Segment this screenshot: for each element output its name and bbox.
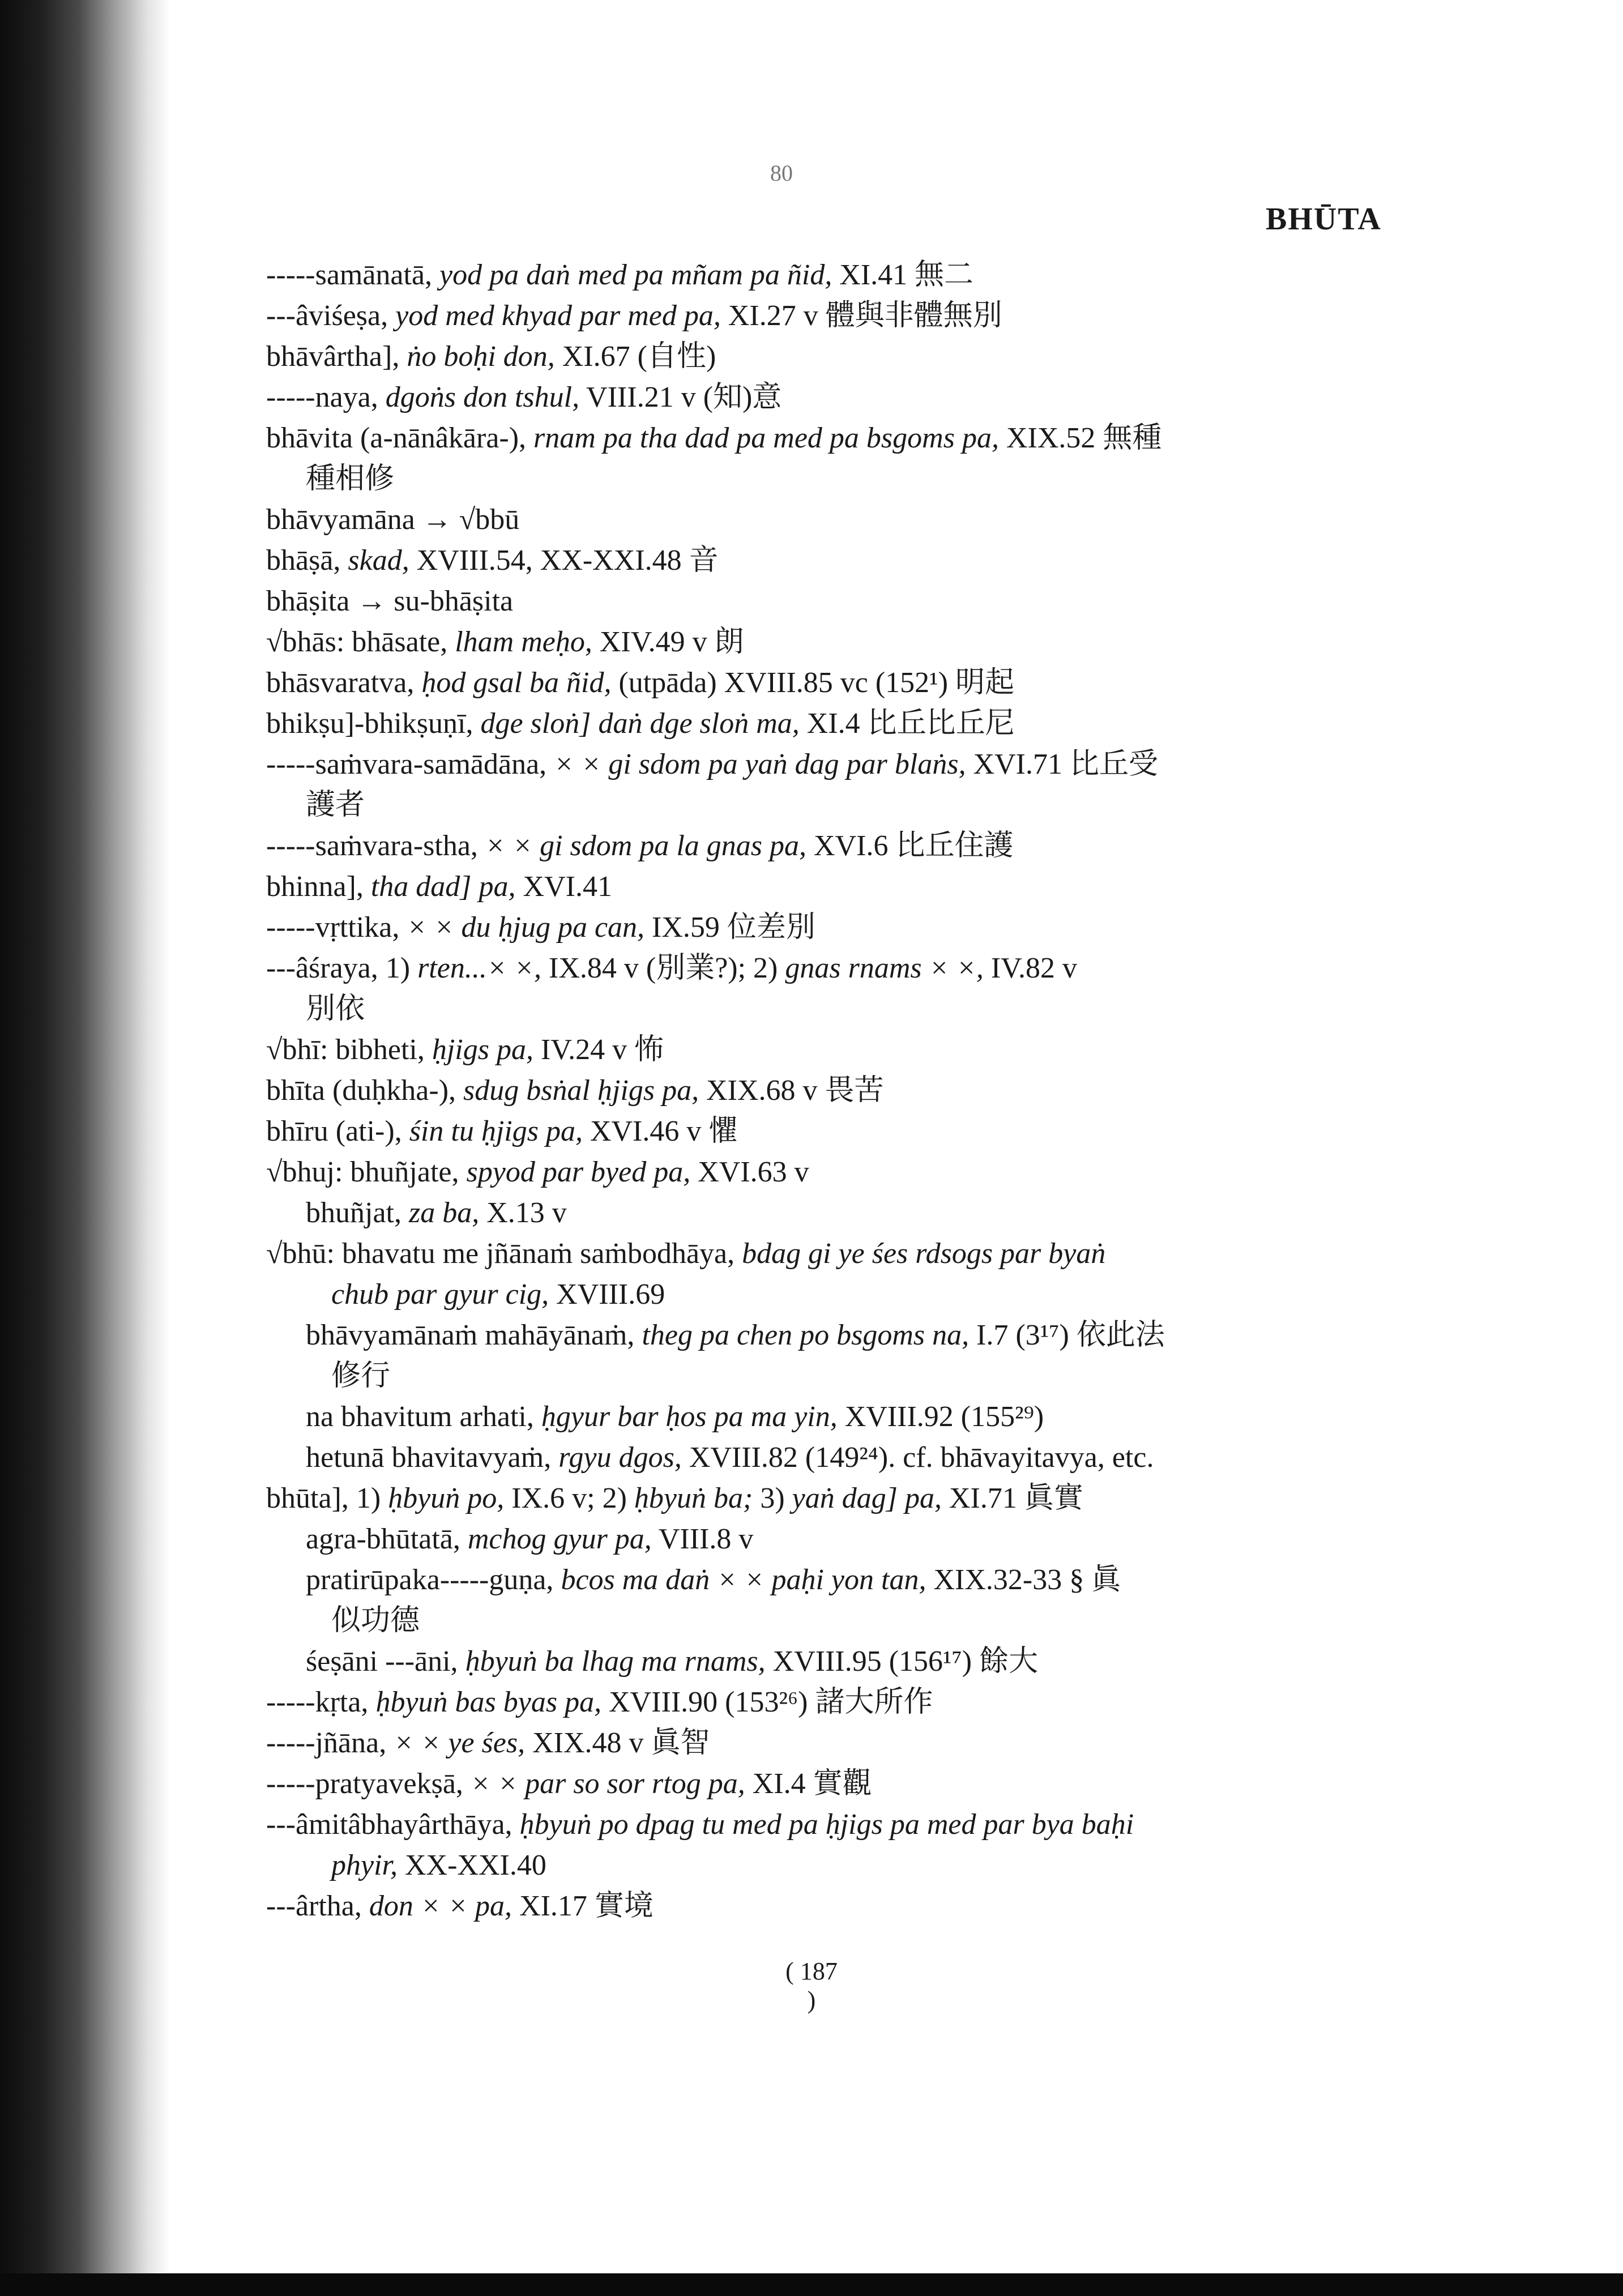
tibetan-gloss: × × ye śes,	[394, 1727, 526, 1759]
entry-text: bhinna],	[266, 870, 371, 903]
entry-text: hetunā bhavitavyaṁ,	[306, 1441, 559, 1474]
tibetan-gloss: chub par gyur cig,	[331, 1278, 549, 1311]
entry-line	[266, 500, 1387, 540]
tibetan-gloss: yaṅ dag] pa,	[792, 1482, 942, 1514]
tibetan-gloss: theg pa chen po bsgoms na,	[642, 1319, 969, 1351]
entry-line	[266, 418, 1387, 459]
entry-line	[266, 1070, 1387, 1111]
tibetan-gloss: ṅo boḥi don,	[407, 340, 555, 373]
entry-line	[266, 1845, 1387, 1886]
entry-line	[266, 948, 1387, 989]
entry-text: ---âviśeṣa,	[266, 300, 396, 332]
entry-text: IX.84 v (別業?); 2)	[541, 952, 785, 984]
entry-text: -----jñāna,	[266, 1727, 394, 1759]
entry-text: XVI.63 v	[690, 1156, 809, 1188]
entry-line	[266, 255, 1387, 296]
entry-text: bhāvârtha],	[266, 340, 407, 373]
entry-text: bhīta (duḥkha-),	[266, 1074, 464, 1107]
tibetan-gloss: ḥjigs pa,	[432, 1034, 533, 1066]
entry-line	[266, 703, 1387, 744]
entry-text: 修行	[331, 1360, 391, 1392]
tibetan-gloss: ḥod gsal ba ñid,	[421, 667, 612, 699]
entry-line	[266, 1356, 1387, 1397]
entry-line	[266, 1437, 1387, 1478]
entry-text: ---ârtha,	[266, 1890, 369, 1922]
tibetan-gloss: spyod par byed pa,	[466, 1156, 691, 1188]
entry-line	[266, 744, 1387, 785]
entry-text: bhikṣu]-bhikṣuṇī,	[266, 707, 481, 740]
entry-line	[266, 989, 1387, 1030]
tibetan-gloss: × × du ḥjug pa can,	[407, 911, 645, 944]
tibetan-gloss: gnas rnams × ×,	[785, 952, 984, 984]
tibetan-gloss: × × gi sdom pa la gnas pa,	[485, 830, 807, 862]
tibetan-gloss: sdug bsṅal ḥjigs pa,	[463, 1074, 699, 1107]
entry-text: -----pratyavekṣā,	[266, 1768, 471, 1800]
entry-text: XIX.32-33 § 眞	[926, 1564, 1121, 1596]
entry-text: XVI.41	[515, 870, 612, 903]
entry-text: bhīru (ati-),	[266, 1115, 409, 1147]
tibetan-gloss: ḥbyuṅ po dpag tu med pa ḥjigs pa med par bya baḥi	[519, 1808, 1134, 1841]
entry-text: bhuñjat,	[306, 1197, 409, 1229]
entry-line	[266, 581, 1387, 622]
entry-text: I.7 (3¹⁷) 依此法	[969, 1319, 1165, 1351]
entry-text: IX.59 位差別	[644, 911, 815, 944]
entry-text: XIX.68 v 畏苦	[699, 1074, 884, 1107]
entry-line	[266, 826, 1387, 867]
entry-text: √bhū: bhavatu me jñānaṁ saṁbodhāya,	[266, 1237, 742, 1270]
tibetan-gloss: yod med khyad par med pa,	[395, 300, 721, 332]
tibetan-gloss: bdag gi ye śes rdsogs par byaṅ	[742, 1237, 1106, 1270]
entry-line	[266, 1030, 1387, 1070]
entry-text: XI.4 實觀	[745, 1768, 872, 1800]
entry-text: bhāvyamānaṁ mahāyānaṁ,	[306, 1319, 642, 1351]
tibetan-gloss: ḥbyuṅ bas byas pa,	[375, 1686, 602, 1718]
entry-line	[266, 785, 1387, 826]
tibetan-gloss: mchog gyur pa,	[467, 1523, 652, 1555]
entry-line	[266, 907, 1387, 948]
tibetan-gloss: rten...× ×,	[417, 952, 542, 984]
entry-line	[266, 1397, 1387, 1437]
entry-text: -----kṛta,	[266, 1686, 376, 1718]
entry-text: 別依	[306, 993, 365, 1025]
entry-line	[266, 1111, 1387, 1152]
entry-text: 種相修	[306, 463, 395, 495]
entry-text: agra-bhūtatā,	[306, 1523, 468, 1555]
tibetan-gloss: phyir,	[331, 1849, 398, 1881]
entry-line	[266, 1519, 1387, 1560]
scan-shadow-left	[0, 0, 170, 2296]
entry-text: bhāsvaratva,	[266, 667, 422, 699]
entry-line	[266, 1723, 1387, 1764]
entry-line	[266, 1560, 1387, 1601]
entry-text: pratirūpaka-----guṇa,	[306, 1564, 561, 1596]
entry-text: na bhavitum arhati,	[306, 1401, 541, 1433]
tibetan-gloss: rgyu dgos,	[558, 1441, 682, 1474]
entry-line	[266, 1764, 1387, 1804]
scan-shadow-bottom	[0, 2273, 1623, 2296]
entry-text: bhāṣita → su-bhāṣita	[266, 585, 514, 617]
entry-text: -----vṛttika,	[266, 911, 407, 944]
entry-text: XVIII.95 (156¹⁷) 餘大	[765, 1645, 1039, 1678]
entry-text: XVIII.92 (155²⁹)	[837, 1401, 1044, 1433]
entry-line	[266, 663, 1387, 703]
tibetan-gloss: dge sloṅ] daṅ dge sloṅ ma,	[480, 707, 800, 740]
tibetan-gloss: ḥbyuṅ po,	[388, 1482, 505, 1514]
entry-text: X.13 v	[479, 1197, 567, 1229]
entry-text: -----samānatā,	[266, 259, 440, 291]
entry-text: XI.71 眞實	[941, 1482, 1083, 1514]
entry-line	[266, 622, 1387, 663]
tibetan-gloss: × × par so sor rtog pa,	[470, 1768, 745, 1800]
entry-text: √bhās: bhāsate,	[266, 626, 455, 658]
entry-text: IV.82 v	[983, 952, 1077, 984]
tibetan-gloss: za ba,	[408, 1197, 480, 1229]
entry-text: śeṣāni ---āni,	[306, 1645, 465, 1678]
entry-line	[266, 1193, 1387, 1234]
entry-text: XVI.6 比丘住護	[806, 830, 1014, 862]
entry-text: bhūta], 1)	[266, 1482, 388, 1514]
entry-text: XI.67 (自性)	[554, 340, 716, 373]
entry-text: XIX.48 v 眞智	[525, 1727, 710, 1759]
entry-line	[266, 1682, 1387, 1723]
tibetan-gloss: don × × pa,	[369, 1890, 512, 1922]
entry-text: ---âśraya, 1)	[266, 952, 418, 984]
entry-line	[266, 540, 1387, 581]
entry-text: 護者	[306, 789, 365, 821]
entry-line	[266, 1641, 1387, 1682]
entry-text: XIV.49 v 朗	[592, 626, 744, 658]
tibetan-gloss: lham meḥo,	[455, 626, 592, 658]
tibetan-gloss: ḥbyuṅ ba lhag ma rnams,	[465, 1645, 766, 1678]
entry-text: -----saṁvara-stha,	[266, 830, 485, 862]
entry-text: XIX.52 無種	[998, 422, 1162, 454]
entry-line	[266, 296, 1387, 336]
entry-text: 3)	[753, 1482, 792, 1514]
tibetan-gloss: skad,	[348, 544, 409, 577]
entry-line	[266, 1804, 1387, 1845]
entry-text: √bhuj: bhuñjate,	[266, 1156, 467, 1188]
top-folio-number: 80	[770, 160, 793, 186]
entry-text: XVIII.90 (153²⁶) 諸大所作	[601, 1686, 933, 1718]
entry-text: XI.17 實境	[512, 1890, 654, 1922]
entry-text: XI.4 比丘比丘尼	[799, 707, 1015, 740]
tibetan-gloss: tha dad] pa,	[370, 870, 516, 903]
entry-text: XVI.71 比丘受	[966, 748, 1159, 780]
entry-text: XVIII.82 (149²⁴). cf. bhāvayitavya, etc.	[681, 1441, 1154, 1474]
entry-line	[266, 377, 1387, 418]
entry-line	[266, 1478, 1387, 1519]
entry-text: XVIII.54, XX-XXI.48 音	[409, 544, 719, 577]
entry-text: XI.41 無二	[832, 259, 974, 291]
tibetan-gloss: ḥgyur bar ḥos pa ma yin,	[541, 1401, 838, 1433]
tibetan-gloss: rnam pa tha dad pa med pa bsgoms pa,	[533, 422, 999, 454]
entry-line	[266, 1152, 1387, 1193]
entry-text: -----saṁvara-samādāna,	[266, 748, 554, 780]
entry-text: -----naya,	[266, 381, 386, 413]
tibetan-gloss: × × gi sdom pa yaṅ dag par blaṅs,	[554, 748, 966, 780]
entry-text: VIII.21 v (知)意	[579, 381, 782, 413]
entry-line	[266, 336, 1387, 377]
tibetan-gloss: dgoṅs don tshul,	[385, 381, 580, 413]
entry-text: VIII.8 v	[651, 1523, 754, 1555]
entry-line	[266, 867, 1387, 907]
page-number: ( 187 )	[785, 1957, 838, 2014]
tibetan-gloss: bcos ma daṅ × × paḥi yon tan,	[561, 1564, 926, 1596]
entry-text: IV.24 v 怖	[533, 1034, 664, 1066]
entry-text: IX.6 v; 2)	[504, 1482, 634, 1514]
entry-line	[266, 1886, 1387, 1927]
tibetan-gloss: śin tu ḥjigs pa,	[409, 1115, 583, 1147]
entry-text: bhāvita (a-nānâkāra-),	[266, 422, 534, 454]
entry-line	[266, 1601, 1387, 1641]
entry-text: XVI.46 v 懼	[582, 1115, 738, 1147]
entry-text: 似功德	[331, 1604, 420, 1637]
dictionary-entries	[266, 255, 1387, 1927]
entry-text: XVIII.69	[549, 1278, 665, 1311]
entry-text: XX-XXI.40	[398, 1849, 546, 1881]
entry-text: bhāvyamāna → √bbū	[266, 503, 520, 536]
entry-text: bhāṣā,	[266, 544, 348, 577]
entry-text: ---âmitâbhayârthāya,	[266, 1808, 520, 1841]
entry-text: √bhī: bibheti,	[266, 1034, 432, 1066]
entry-line	[266, 1274, 1387, 1315]
entry-line	[266, 459, 1387, 500]
entry-line	[266, 1234, 1387, 1274]
tibetan-gloss: yod pa daṅ med pa mñam pa ñid,	[439, 259, 832, 291]
tibetan-gloss: ḥbyuṅ ba;	[634, 1482, 753, 1514]
entry-text: (utpāda) XVIII.85 vc (152¹) 明起	[611, 667, 1015, 699]
entry-text: XI.27 v 體與非體無別	[720, 300, 1002, 332]
entry-line	[266, 1315, 1387, 1356]
running-head: BHŪTA	[1266, 202, 1382, 237]
